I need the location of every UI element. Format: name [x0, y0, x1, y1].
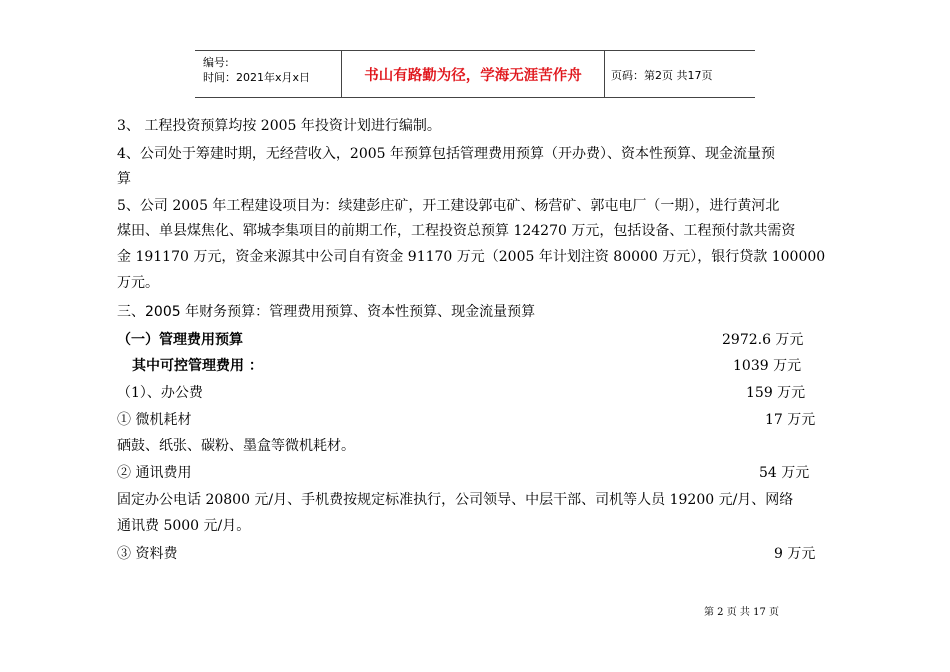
body-line-3c: 金 191170 万元，资金来源其中公司自有资金 91170 万元（2005 年计划注资 80000 万元），银行贷款 100000	[117, 249, 826, 265]
item2-desc-a: 固定办公电话 20800 元/月、手机费按规定标准执行，公司领导、中层干部、司机等人员 19200 元/月、网络	[117, 492, 794, 508]
body-line-3b: 煤田、单县煤焦化、郓城李集项目的前期工作，工程投资总预算 124270 万元，包括设备、工程预付款共需资	[117, 223, 796, 239]
item3-label: ③ 资料费	[117, 546, 178, 562]
mgmt-total: 2972.6 万元	[722, 332, 804, 348]
body-line-3d: 万元。	[117, 275, 159, 291]
body-line-3a: 5、公司 2005 年工程建设项目为：续建彭庄矿，开工建设郭屯矿、杨营矿、郭屯电厂（一期），进行黄河北	[117, 198, 780, 214]
item3-value: 9 万元	[774, 546, 816, 562]
item1-value: 17 万元	[765, 412, 816, 428]
controllable-label: 其中可控管理费用 ：	[132, 358, 263, 374]
number-label: 编号:	[203, 56, 229, 69]
item1-label: ① 微机耗材	[117, 412, 192, 428]
body-line-2b: 算	[117, 171, 131, 187]
office-label: （1）、办公费	[117, 385, 203, 401]
header-motto: 书山有路勤为径，学海无涯苦作舟	[341, 51, 605, 97]
header-page-label: 页码：第2页 共17页	[611, 69, 713, 82]
controllable-value: 1039 万元	[733, 358, 802, 374]
body-line-2a: 4、公司处于筹建时期，无经营收入，2005 年预算包括管理费用预算（开办费）、资本性预算、现金流量预	[117, 146, 775, 162]
item2-desc-b: 通讯费 5000 元/月。	[117, 518, 251, 534]
page-footer: 第 2 页 共 17 页	[704, 607, 779, 618]
item2-value: 54 万元	[759, 465, 810, 481]
item1-desc: 硒鼓、纸张、碳粉、墨盒等微机耗材。	[117, 438, 355, 454]
page-header	[195, 50, 755, 98]
office-value: 159 万元	[746, 385, 806, 401]
item2-label: ② 通讯费用	[117, 465, 192, 481]
header-info	[203, 55, 343, 85]
body-line-1: 3、 工程投资预算均按 2005 年投资计划进行编制。	[117, 118, 441, 134]
section-3-heading: 三、2005 年财务预算：管理费用预算、资本性预算、现金流量预算	[117, 304, 536, 320]
mgmt-title: （一）管理费用预算	[117, 332, 243, 348]
time-label: 时间：2021年x月x日	[203, 71, 311, 84]
